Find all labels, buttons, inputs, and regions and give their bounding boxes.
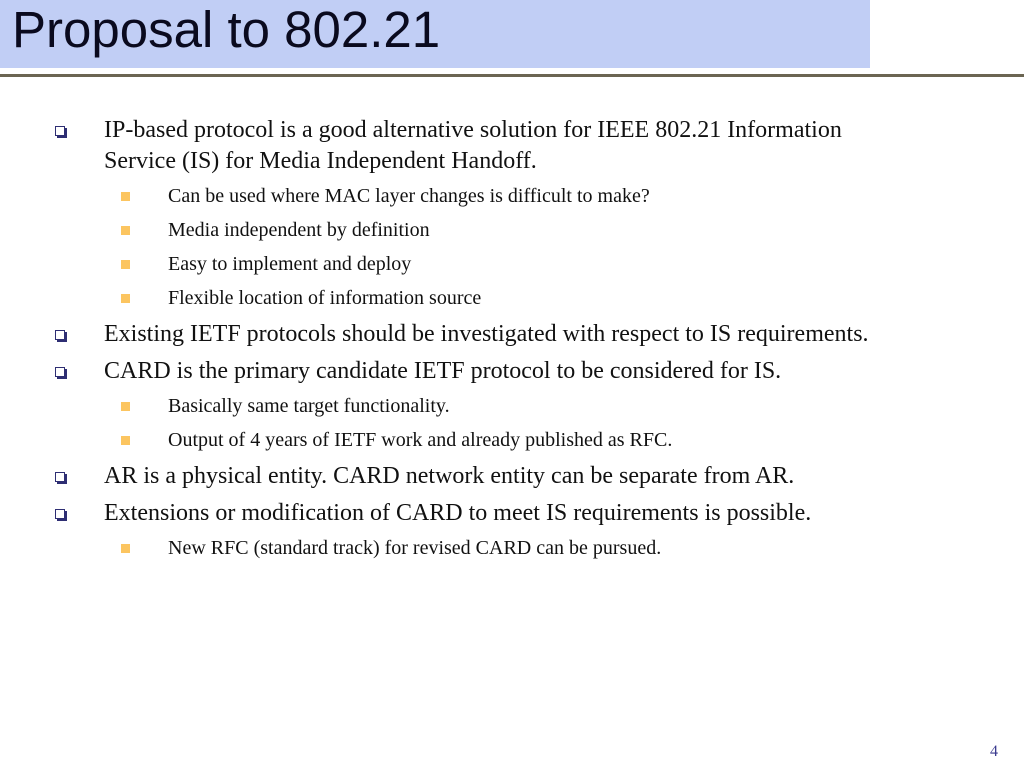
bullet-text: IP-based protocol is a good alternative solution for IEEE 802.21 Information Service (IS) for Media Independent Handoff.	[104, 117, 842, 174]
title-bar	[0, 0, 870, 68]
square-bullet-icon	[121, 294, 130, 303]
title-divider	[0, 74, 1024, 77]
sub-bullet-text: Media independent by definition	[168, 219, 430, 241]
sub-bullet-text: Easy to implement and deploy	[168, 253, 412, 275]
sub-bullet-text: Output of 4 years of IETF work and already published as RFC.	[168, 429, 673, 451]
sub-bullet-text: Flexible location of information source	[168, 287, 482, 309]
square-bullet-icon	[121, 260, 130, 269]
square-bullet-icon	[121, 544, 130, 553]
bullet-item	[0, 461, 1024, 492]
sub-bullet-item	[0, 535, 1024, 561]
square-bullet-icon	[121, 192, 130, 201]
sub-bullet-text: New RFC (standard track) for revised CARD can be pursued.	[168, 537, 662, 559]
bullet-list	[0, 115, 1024, 569]
bullet-item	[0, 319, 1024, 350]
sub-bullet-item	[0, 427, 1024, 453]
bullet-text: AR is a physical entity. CARD network entity can be separate from AR.	[104, 463, 795, 489]
square-bullet-icon	[121, 436, 130, 445]
square-bullet-icon	[55, 472, 65, 482]
square-bullet-icon	[55, 126, 65, 136]
square-bullet-icon	[55, 367, 65, 377]
square-bullet-icon	[121, 402, 130, 411]
bullet-item	[0, 115, 1024, 177]
bullet-text: Extensions or modification of CARD to meet IS requirements is possible.	[104, 500, 812, 526]
sub-bullet-text: Can be used where MAC layer changes is difficult to make?	[168, 185, 650, 207]
sub-bullet-item	[0, 251, 1024, 277]
square-bullet-icon	[55, 330, 65, 340]
bullet-item	[0, 498, 1024, 529]
bullet-text: Existing IETF protocols should be investigated with respect to IS requirements.	[104, 321, 869, 347]
square-bullet-icon	[55, 509, 65, 519]
sub-bullet-item	[0, 217, 1024, 243]
sub-bullet-item	[0, 183, 1024, 209]
bullet-item	[0, 356, 1024, 387]
sub-bullet-item	[0, 393, 1024, 419]
sub-bullet-item	[0, 285, 1024, 311]
square-bullet-icon	[121, 226, 130, 235]
bullet-text: CARD is the primary candidate IETF protocol to be considered for IS.	[104, 358, 782, 384]
sub-bullet-text: Basically same target functionality.	[168, 395, 450, 417]
page-number: 4	[990, 743, 998, 760]
slide-title: Proposal to 802.21	[12, 1, 441, 58]
